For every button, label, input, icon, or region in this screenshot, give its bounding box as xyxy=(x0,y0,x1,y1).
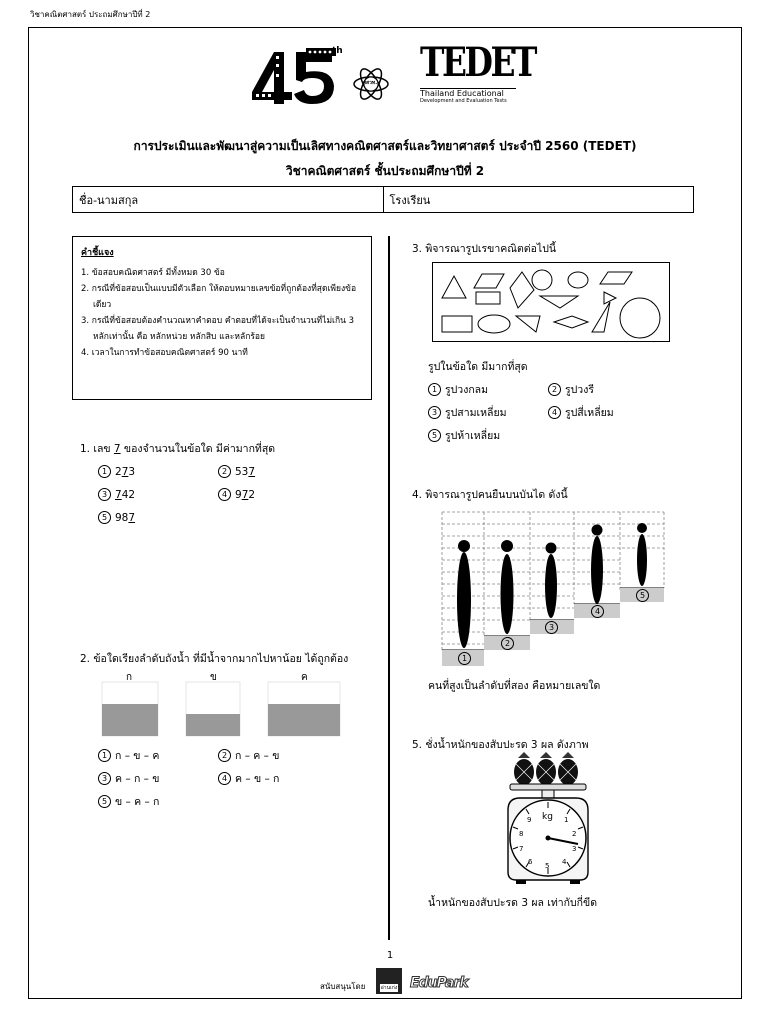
name-field[interactable]: ชื่อ-นามสกุล xyxy=(73,187,384,212)
q3-option-4[interactable]: 4 รูปสี่เหลี่ยม xyxy=(548,404,614,421)
school-field[interactable]: โรงเรียน xyxy=(389,194,431,207)
tedet-sub2: Development and Evaluation Tests xyxy=(420,98,507,104)
q2-option-2[interactable]: 2 ก – ค – ข xyxy=(218,747,279,764)
q5-text: 5. ชั่งน้ำหนักของสับปะรด 3 ผล ดังภาพ xyxy=(412,739,589,751)
q2-option-5[interactable]: 5 ข – ค – ก xyxy=(98,793,159,810)
sponsor1-label: อ่านเก่ง xyxy=(380,985,398,991)
q1-option-2[interactable]: 2 537 xyxy=(218,465,255,478)
q2-option-4[interactable]: 4 ค – ข – ก xyxy=(218,770,279,787)
q1-option-number: 3 xyxy=(98,488,111,501)
step-label-3: 3 xyxy=(545,621,558,634)
q5-scale-figure xyxy=(490,752,606,886)
q3-option-1[interactable]: 1 รูปวงกลม xyxy=(428,381,488,398)
tank-label-a: ก xyxy=(126,672,133,683)
dial-2: 2 xyxy=(572,830,577,838)
ipst-badge-logo xyxy=(352,62,390,106)
q4-subtext: คนที่สูงเป็นลำดับที่สอง คือหมายเลขใด xyxy=(428,680,601,692)
step-label-5: 5 xyxy=(636,589,649,602)
dial-5: 5 xyxy=(545,862,550,870)
q2-option-3[interactable]: 3 ค – ก – ข xyxy=(98,770,159,787)
tank-label-b: ข xyxy=(210,672,217,683)
q4-stairs-figure xyxy=(440,508,666,668)
step-label-1: 1 xyxy=(458,652,471,665)
sponsor2-label: EduPark xyxy=(410,975,468,991)
sponsor1-logo xyxy=(376,968,402,994)
sponsor-text: สนับสนุนโดย xyxy=(320,982,366,991)
instruction-item: 1. ข้อสอบคณิตศาสตร์ มีทั้งหมด 30 ข้อ xyxy=(81,268,225,278)
tank-label-c: ค xyxy=(301,672,308,683)
q1-option-4[interactable]: 4 972 xyxy=(218,488,255,501)
dial-3: 3 xyxy=(572,845,577,853)
q1-option-1[interactable]: 1 273 xyxy=(98,465,135,478)
q1-option-number: 4 xyxy=(218,488,231,501)
dial-1: 1 xyxy=(564,816,569,824)
q3-shapes-figure xyxy=(432,262,670,342)
q1-rest: ของจำนวนในข้อใด มีค่ามากที่สุด xyxy=(120,443,276,455)
q1-option-number: 5 xyxy=(98,511,111,524)
tedet-sub1: Thailand Educational xyxy=(420,88,516,98)
page-number: 1 xyxy=(386,950,394,961)
q3-option-3[interactable]: 3 รูปสามเหลี่ยม xyxy=(428,404,507,421)
q3-subtext: รูปในข้อใด มีมากที่สุด xyxy=(428,361,528,373)
q2-option-1[interactable]: 1 ก – ข – ค xyxy=(98,747,159,764)
instructions-heading: คำชี้แจง xyxy=(81,248,114,258)
exam-title: การประเมินและพัฒนาสู่ความเป็นเลิศทางคณิตศาสตร์และวิทยาศาสตร์ ประจำปี 2560 (TEDET) xyxy=(133,139,637,153)
dial-6: 6 xyxy=(528,858,533,866)
dial-4: 4 xyxy=(562,858,567,866)
q1-option-3[interactable]: 3 742 xyxy=(98,488,135,501)
q4-text: 4. พิจารณารูปคนยืนบนบันได ดังนี้ xyxy=(412,489,568,501)
q3-text: 3. พิจารณารูปเรขาคณิตต่อไปนี้ xyxy=(412,243,557,255)
exam-subtitle: วิชาคณิตศาสตร์ ชั้นประถมศึกษาปีที่ 2 xyxy=(285,164,485,178)
q2-text: 2. ข้อใดเรียงลำดับถังน้ำ ที่มีน้ำจากมากไปหาน้อย ได้ถูกต้อง xyxy=(80,653,349,665)
dial-9: 9 xyxy=(527,816,532,824)
q1-option-number: 1 xyxy=(98,465,111,478)
q1-text xyxy=(80,440,275,457)
q1-option-number: 2 xyxy=(218,465,231,478)
q1-option-5[interactable]: 5 987 xyxy=(98,511,135,524)
name-school-box xyxy=(72,186,694,213)
logo-45th-suffix: th xyxy=(332,46,343,56)
q5-subtext: น้ำหนักของสับปะรด 3 ผล เท่ากับกี่ขีด xyxy=(428,897,598,909)
q1-digit: 7 xyxy=(113,443,121,455)
instruction-item: 2. กรณีที่ข้อสอบเป็นแบบมีตัวเลือก ให้ตอบหมายเลขข้อที่ถูกต้องที่สุดเพียงข้อเดียว xyxy=(81,284,357,310)
ipst-badge-label: สสวท. xyxy=(363,80,378,86)
step-label-4: 4 xyxy=(591,605,604,618)
dial-8: 8 xyxy=(519,830,524,838)
sponsor2-logo xyxy=(410,970,472,996)
tedet-logo xyxy=(420,39,535,112)
scale-unit-label: kg xyxy=(542,812,553,822)
q3-option-5[interactable]: 5 รูปห้าเหลี่ยม xyxy=(428,427,500,444)
instruction-item: 4. เวลาในการทำข้อสอบคณิตศาสตร์ 90 นาที xyxy=(81,348,248,358)
tedet-brand: TEDET xyxy=(420,39,535,86)
column-divider xyxy=(388,236,390,940)
logo-45th xyxy=(248,44,344,106)
instructions-box xyxy=(72,236,372,400)
q1-prefix: 1. เลข xyxy=(80,443,114,455)
q3-option-2[interactable]: 2 รูปวงรี xyxy=(548,381,594,398)
instruction-item: 3. กรณีที่ข้อสอบต้องคำนวณหาคำตอบ คำตอบที่ได้จะเป็นจำนวนที่ไม่เกิน 3 หลักเท่านั้น คือ หลักหน่วย หลักสิบ และหลักร้อย xyxy=(81,316,355,342)
running-header: วิชาคณิตศาสตร์ ประถมศึกษาปีที่ 2 xyxy=(30,10,151,19)
step-label-2: 2 xyxy=(501,637,514,650)
q2-tanks-figure xyxy=(98,670,348,740)
dial-7: 7 xyxy=(519,845,524,853)
